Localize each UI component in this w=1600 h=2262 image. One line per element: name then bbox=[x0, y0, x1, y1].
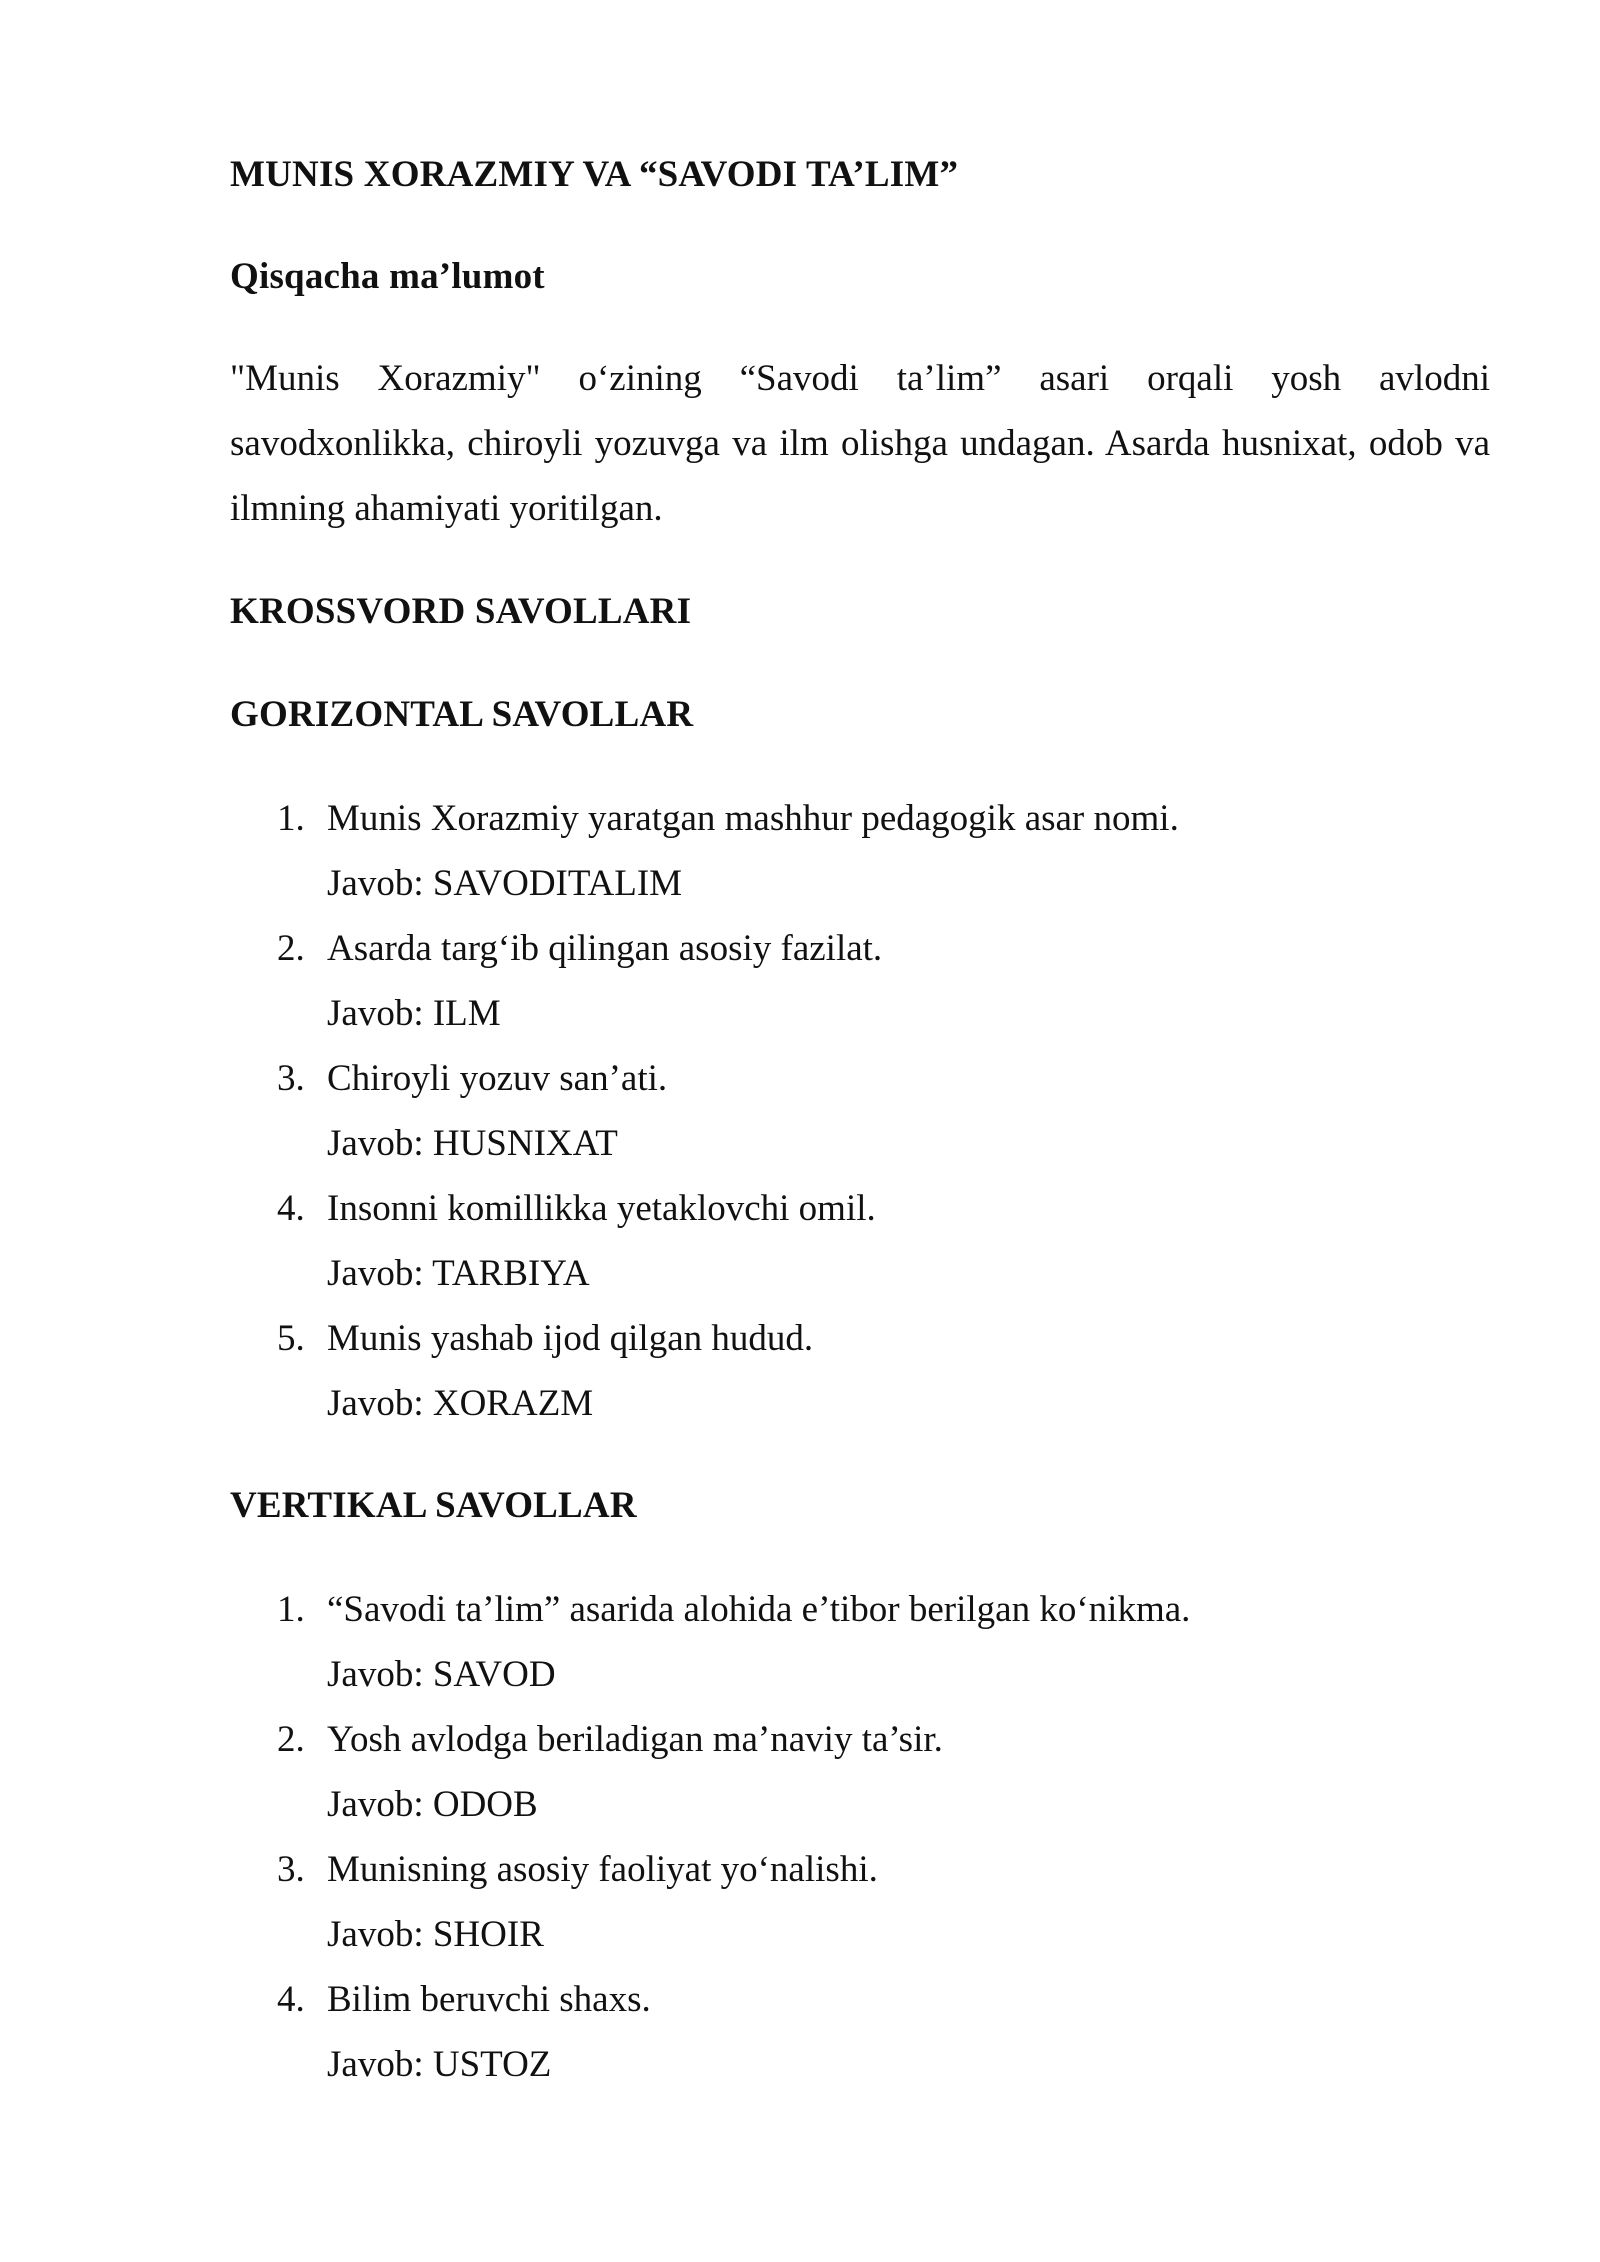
answer-text: Javob: USTOZ bbox=[327, 2044, 552, 2085]
question-text: Munis Xorazmiy yaratgan mashhur pedagogik asar nomi. bbox=[327, 798, 1179, 839]
list-item bbox=[230, 1577, 1490, 1707]
answer-text: Javob: XORAZM bbox=[327, 1383, 594, 1424]
vertical-question-list bbox=[230, 1577, 1490, 2097]
answer-text: Javob: ODOB bbox=[327, 1784, 538, 1825]
answer-text: Javob: HUSNIXAT bbox=[327, 1123, 618, 1164]
question-text: Munis yashab ijod qilgan hudud. bbox=[327, 1318, 814, 1359]
question-text: Asarda targ‘ib qilingan asosiy fazilat. bbox=[327, 928, 883, 969]
list-item bbox=[230, 1046, 1490, 1176]
question-number: 2. bbox=[277, 1719, 305, 1760]
list-item bbox=[230, 1837, 1490, 1967]
question-text: Bilim beruvchi shaxs. bbox=[327, 1979, 651, 2020]
question-number: 3. bbox=[277, 1058, 305, 1099]
question-number: 5. bbox=[277, 1318, 305, 1359]
answer-text: Javob: ILM bbox=[327, 993, 501, 1034]
vertical-heading: VERTIKAL SAVOLLAR bbox=[230, 1485, 637, 1526]
question-text: Insonni komillikka yetaklovchi omil. bbox=[327, 1188, 876, 1229]
list-item bbox=[230, 1967, 1490, 2097]
answer-text: Javob: SAVODITALIM bbox=[327, 863, 683, 904]
list-item bbox=[230, 786, 1490, 916]
horizontal-heading: GORIZONTAL SAVOLLAR bbox=[230, 694, 694, 735]
question-number: 4. bbox=[277, 1979, 305, 2020]
answer-text: Javob: SAVOD bbox=[327, 1654, 556, 1695]
question-number: 2. bbox=[277, 928, 305, 969]
summary-paragraph: "Munis Xorazmiy" o‘zining “Savodi ta’lim” asari orqali yosh avlodni savodxonlikka, chiroyli yozuvga va ilm olishga undagan. Asarda husnixat, odob va ilmning ahamiyati yoritilgan. bbox=[230, 358, 1490, 529]
crossword-heading: KROSSVORD SAVOLLARI bbox=[230, 591, 692, 632]
list-item bbox=[230, 1707, 1490, 1837]
question-number: 1. bbox=[277, 1589, 305, 1630]
question-text: Munisning asosiy faoliyat yo‘nalishi. bbox=[327, 1849, 878, 1890]
question-number: 4. bbox=[277, 1188, 305, 1229]
list-item bbox=[230, 1176, 1490, 1306]
horizontal-question-list bbox=[230, 786, 1490, 1436]
document-title: MUNIS XORAZMIY VA “SAVODI TA’LIM” bbox=[230, 154, 959, 195]
summary-heading: Qisqacha ma’lumot bbox=[230, 256, 545, 297]
question-text: “Savodi ta’lim” asarida alohida e’tibor berilgan ko‘nikma. bbox=[327, 1589, 1191, 1630]
question-text: Yosh avlodga beriladigan ma’naviy ta’sir. bbox=[327, 1719, 943, 1760]
question-text: Chiroyli yozuv san’ati. bbox=[327, 1058, 668, 1099]
question-number: 1. bbox=[277, 798, 305, 839]
answer-text: Javob: TARBIYA bbox=[327, 1253, 590, 1294]
list-item bbox=[230, 916, 1490, 1046]
question-number: 3. bbox=[277, 1849, 305, 1890]
list-item bbox=[230, 1306, 1490, 1436]
answer-text: Javob: SHOIR bbox=[327, 1914, 544, 1955]
